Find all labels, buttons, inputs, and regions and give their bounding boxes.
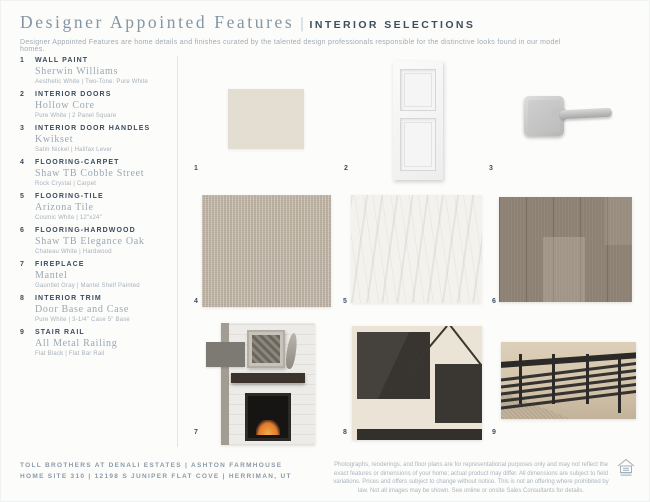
image-number-label: 7: [194, 429, 198, 436]
image-number-label: 6: [492, 298, 496, 305]
railing-post: [618, 354, 621, 413]
list-item-stair-rail: [20, 328, 178, 359]
item-product: Arizona Tile: [35, 202, 94, 213]
image-number-label: 3: [489, 165, 493, 172]
legal-disclaimer: Photographs, renderings, and floor plans are for representational purposes only and may not reflect the exact features or dimensions of your home; actual product may differ. All dimensions are subject to field variations. Prices and offers subject to change without notice. This is not an offering where prohibited by law. Not all images may be shown. See online or onsite Sales Consultants for details.: [333, 462, 609, 495]
mantel-paint-swatch-image: [206, 342, 245, 367]
equal-housing-icon: [616, 458, 636, 476]
trim-pattern-image: [352, 326, 482, 440]
community-info: [20, 460, 292, 482]
door-handle-image: [516, 90, 614, 144]
pattern-bottom-strip: [357, 429, 482, 440]
title-subheading: INTERIOR SELECTIONS: [309, 19, 476, 31]
item-details: Chateau White | Hardwood: [35, 249, 112, 255]
item-details: Rock Crystal | Carpet: [35, 181, 97, 187]
door-top-panel: [400, 69, 436, 111]
list-item-door-handles: [20, 124, 178, 155]
item-details: Gauntlet Gray | Mantel Shelf Painted: [35, 283, 140, 289]
stair-rail-image: [501, 342, 636, 419]
item-product: Sherwin Williams: [35, 66, 119, 77]
hardwood-light-plank: [543, 237, 585, 302]
item-product: Door Base and Case: [35, 304, 129, 315]
list-item-flooring-carpet: [20, 158, 178, 189]
image-number-label: 5: [343, 298, 347, 305]
list-item-interior-doors: [20, 90, 178, 121]
item-product: Shaw TB Elegance Oak: [35, 236, 145, 247]
hardwood-sample-image: [499, 197, 632, 302]
item-number: 7: [20, 261, 24, 268]
list-item-flooring-tile: [20, 192, 178, 223]
item-body: [35, 90, 178, 121]
wall-paint-swatch-image: [228, 89, 304, 149]
item-category: FLOORING-TILE: [35, 193, 104, 200]
item-category: FLOORING-CARPET: [35, 159, 120, 166]
selections-list: [20, 56, 178, 362]
tile-sample-image: [351, 195, 482, 303]
page-subtitle: Designer Appointed Features are home details and finishes curated by the talented design professionals responsible for the distinctive looks found in our model homes.: [20, 39, 561, 53]
flames: [256, 420, 279, 435]
item-details: Pure White | 3-1/4" Case 5" Base: [35, 317, 130, 323]
handle-lever: [560, 108, 612, 120]
item-body: [35, 260, 178, 291]
pattern-dark-block: [435, 364, 482, 423]
item-number: 1: [20, 57, 24, 64]
item-details: Aesthetic White | Two-Tone: Pure White: [35, 79, 149, 85]
item-body: [35, 226, 178, 257]
item-category: WALL PAINT: [35, 57, 89, 64]
item-body: [35, 124, 178, 155]
carpet-sample-image: [202, 195, 331, 307]
image-number-label: 4: [194, 298, 198, 305]
item-details: Flat Black | Flat Bar Rail: [35, 351, 105, 357]
item-number: 8: [20, 295, 24, 302]
item-number: 3: [20, 125, 24, 132]
list-item-interior-trim: [20, 294, 178, 325]
item-details: Pure White | 2 Panel Square: [35, 113, 117, 119]
page-title: [20, 12, 475, 33]
item-details: Cosmic White | 12"x24": [35, 215, 102, 221]
item-product: Hollow Core: [35, 100, 95, 111]
image-number-label: 9: [492, 429, 496, 436]
item-details: Satin Nickel | Halifax Lever: [35, 147, 113, 153]
item-body: [35, 56, 178, 87]
fireplace-artwork: [247, 330, 285, 368]
pattern-dark-block: [357, 332, 430, 399]
item-product: Shaw TB Cobble Street: [35, 168, 145, 179]
railing-post: [552, 354, 555, 403]
item-body: [35, 192, 178, 223]
pattern-diagonal-line: [447, 326, 482, 366]
title-separator: |: [300, 15, 304, 32]
item-number: 6: [20, 227, 24, 234]
item-number: 5: [20, 193, 24, 200]
railing-post: [519, 354, 522, 403]
item-category: FIREPLACE: [35, 261, 85, 268]
item-category: INTERIOR DOOR HANDLES: [35, 125, 151, 132]
list-item-wall-paint: [20, 56, 178, 87]
firebox: [245, 393, 290, 442]
item-number: 2: [20, 91, 24, 98]
item-category: STAIR RAIL: [35, 329, 85, 336]
item-product: Kwikset: [35, 134, 74, 145]
item-body: [35, 158, 178, 189]
railing-post: [586, 354, 589, 403]
image-number-label: 1: [194, 165, 198, 172]
title-main: Designer Appointed Features: [20, 12, 295, 32]
hardwood-light-plank: [605, 197, 632, 245]
item-number: 4: [20, 159, 24, 166]
item-category: FLOORING-HARDWOOD: [35, 227, 136, 234]
vertical-divider: [177, 56, 178, 447]
item-body: [35, 294, 178, 325]
image-number-label: 2: [344, 165, 348, 172]
community-line-2: HOME SITE 310 | 12198 S JUNIPER FLAT COVE | HERRIMAN, UT: [20, 473, 292, 480]
interior-door-image: [393, 61, 443, 180]
item-product: All Metal Railing: [35, 338, 118, 349]
image-number-label: 8: [343, 429, 347, 436]
list-item-flooring-hardwood: [20, 226, 178, 257]
door-bottom-panel: [400, 118, 436, 171]
community-line-1: TOLL BROTHERS AT DENALI ESTATES | ASHTON FARMHOUSE: [20, 462, 283, 469]
feather-decor: [284, 332, 298, 369]
item-body: [35, 328, 178, 359]
item-category: INTERIOR TRIM: [35, 295, 102, 302]
item-category: INTERIOR DOORS: [35, 91, 112, 98]
item-number: 9: [20, 329, 24, 336]
list-item-fireplace: [20, 260, 178, 291]
item-product: Mantel: [35, 270, 68, 281]
mantel-shelf: [231, 373, 304, 383]
